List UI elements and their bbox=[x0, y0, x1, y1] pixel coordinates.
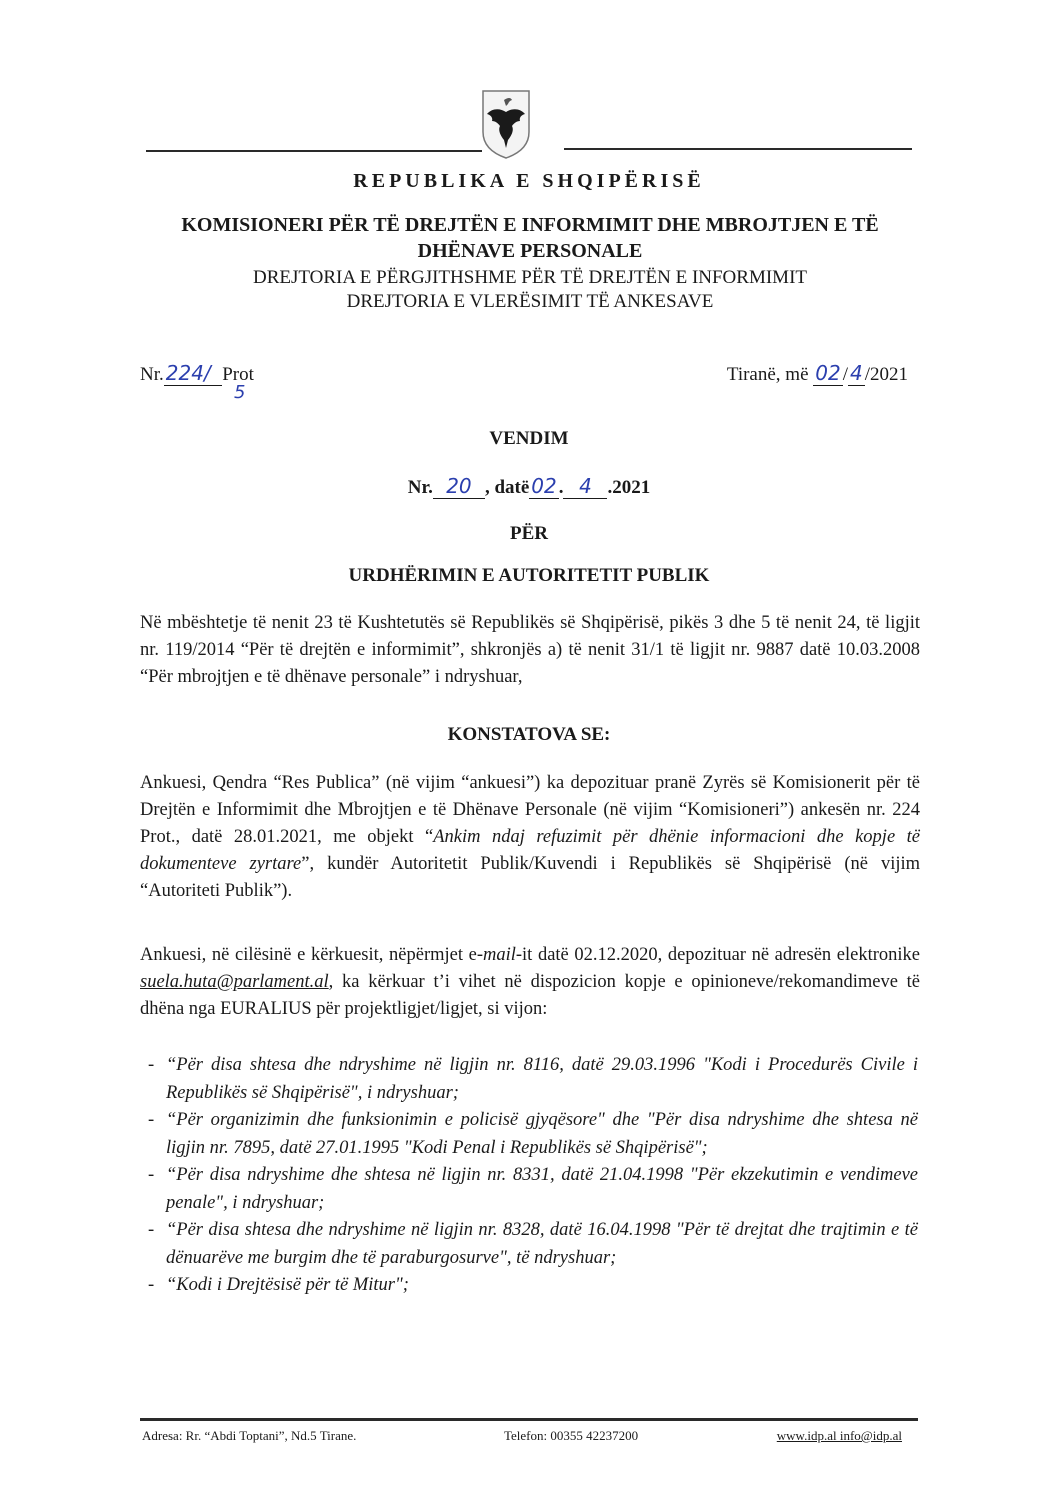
directorate-general: DREJTORIA E PËRGJITHSHME PËR TË DREJTËN E INFORMIMIT bbox=[252, 267, 807, 288]
legal-basis-paragraph: Në mbështetje të nenit 23 të Kushtetutës së Republikës së Shqipërisë, pikës 3 dhe 5 të nenit 24, të ligjit nr. 119/2014 “Për të drejtën e informimit”, shkronjës a) të nenit 31/1 të ligjit nr. 9887 datë 10.03.2008 “Për mbrojtjen e të dhënave personale” i ndryshuar, bbox=[140, 613, 920, 687]
requested-laws-list bbox=[148, 1052, 918, 1300]
date-day-handwritten: 02 bbox=[815, 361, 841, 385]
institution-name bbox=[140, 212, 920, 264]
republic-title: REPUBLIKA E SHQIPËRISË bbox=[353, 170, 705, 192]
directorates bbox=[140, 266, 920, 314]
protocol-number-handwritten: 224 bbox=[165, 361, 204, 385]
complaint-paragraph: Ankuesi, Qendra “Res Publica” (në vijim “ankuesi”) ka depozituar pranë Zyrës së Komisionerit për të Drejtën e Informimit dhe Mbrojtjen e të Dhënave Personale (në vijim “Komisioneri”) ankesën nr. 224 Prot., datë 28.01.2021, me objekt “Ankim ndaj refuzimit për dhënie informacioni dhe kopje të dokumenteve zyrtare”, kundër Autoritetit Publik/Kuvendi i Republikës së Shqipërisë (në vijim “Autoriteti Publik”). bbox=[140, 773, 921, 901]
protocol-number: Nr. 224/ Prot bbox=[140, 361, 254, 385]
list-item: - “Për disa shtesa dhe ndryshime në ligjin nr. 8116, datë 29.03.1996 "Kodi i Procedurës Civile i Republikës së Shqipërisë", i ndryshuar; bbox=[148, 1055, 918, 1103]
request-paragraph: Ankuesi, në cilësinë e kërkuesit, nëpërmjet e-mail-it datë 02.12.2020, depozituar në adresën elektronike suela.huta@parlament.al, ka kërkuar t’i vihet në dispozicion kopje e opinioneve/rekomandimeve të dhëna nga EURALIUS për projektligjet/ligjet, si vijon: bbox=[140, 945, 920, 1019]
protocol-prefix: Nr. bbox=[140, 364, 164, 385]
header-rule-left bbox=[146, 150, 482, 152]
albanian-coat-of-arms-icon bbox=[480, 88, 532, 160]
decision-subject: URDHËRIMIN E AUTORITETIT PUBLIK bbox=[348, 565, 710, 586]
konstatova-heading: KONSTATOVA SE: bbox=[447, 724, 611, 745]
footer-phone: Telefon: 00355 42237200 bbox=[504, 1428, 639, 1443]
decision-day-handwritten: 02 bbox=[531, 474, 557, 498]
institution-line-1: KOMISIONERI PËR TË DREJTËN E INFORMIMIT DHE MBROJTJEN E TË bbox=[181, 214, 879, 236]
institution-line-2: DHËNAVE PERSONALE bbox=[417, 240, 643, 262]
list-item: - “Për disa ndryshime dhe shtesa në ligjin nr. 8331, datë 21.04.1998 "Për ekzekutimin e vendimeve penale", i ndryshuar; bbox=[148, 1165, 918, 1213]
decision-title: VENDIM bbox=[489, 428, 569, 449]
protocol-suffix: Prot bbox=[222, 364, 254, 385]
footer-rule bbox=[140, 1418, 918, 1421]
list-item: - “Kodi i Drejtësisë për të Mitur"; bbox=[148, 1275, 409, 1295]
header-rule-right bbox=[564, 148, 912, 150]
decision-month-handwritten: 4 bbox=[579, 474, 592, 498]
email-link[interactable]: suela.huta@parlament.al bbox=[140, 972, 329, 992]
decision-number-handwritten: 20 bbox=[446, 474, 472, 498]
footer-address: Adresa: Rr. “Abdi Toptani”, Nd.5 Tirane. bbox=[142, 1428, 357, 1443]
place-date: Tiranë, më 02 / 4 /2021 bbox=[726, 361, 908, 385]
list-item: - “Për organizimin dhe funksionimin e policisë gjyqësore" dhe "Për disa ndryshime dhe shtesa në ligjin nr. 7895, datë 27.01.1995 "Kodi Penal i Republikës së Shqipërisë"; bbox=[148, 1110, 918, 1158]
footer-web-link[interactable]: www.idp.al info@idp.al bbox=[776, 1428, 902, 1443]
date-year: /2021 bbox=[864, 364, 908, 385]
decision-number: Nr. 20 , datë 02 . 4 .2021 bbox=[407, 474, 651, 498]
directorate: DREJTORIA E VLERËSIMIT TË ANKESAVE bbox=[346, 291, 714, 312]
decision-per: PËR bbox=[510, 523, 548, 544]
protocol-sub-handwritten: 5 bbox=[234, 382, 246, 403]
place-prefix: Tiranë, më bbox=[726, 364, 814, 385]
list-item: - “Për disa shtesa dhe ndryshime në ligjin nr. 8328, datë 16.04.1998 "Për të drejtat dhe trajtimin e të dënuarëve me burgim dhe të paraburgosurve", të ndryshuar; bbox=[148, 1220, 918, 1268]
date-month-handwritten: 4 bbox=[849, 361, 863, 385]
complaint-object: Ankim ndaj refuzimit për dhënie informacioni dhe kopje të dokumenteve zyrtare bbox=[140, 827, 920, 874]
